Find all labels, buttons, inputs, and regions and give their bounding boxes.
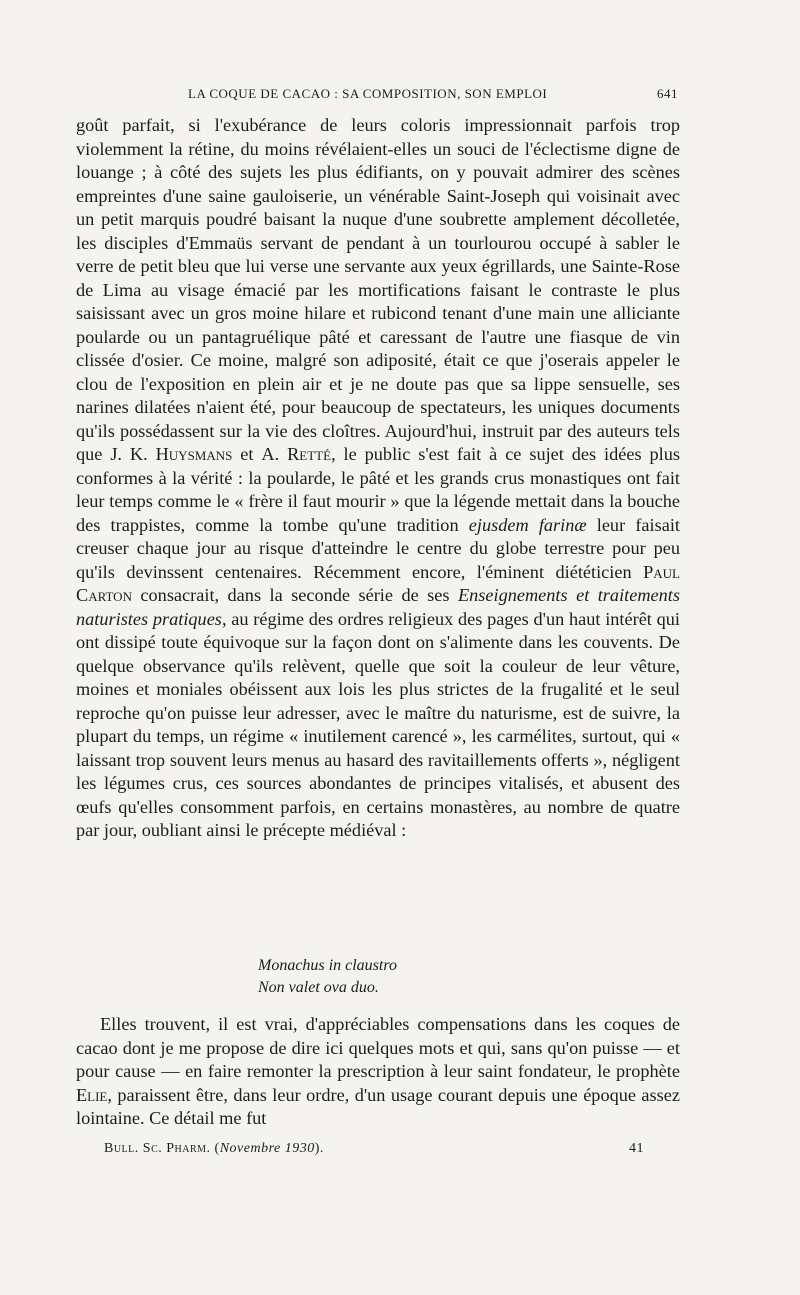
date-paren: ). xyxy=(314,1141,324,1156)
issue-date: Novembre 1930 xyxy=(219,1141,315,1156)
page-footer xyxy=(104,1141,644,1157)
latin-quote xyxy=(258,955,518,999)
book-title: Enseignements et traitements naturistes pratiques xyxy=(76,585,680,629)
body-paragraph-1 xyxy=(76,114,680,843)
text-run: , au régime des ordres religieux des pages d'un haut intérêt qui ont dissipé toute équivoque sur la façon dont on s'alimente dans les couvents. De quelque observance qu'ils relèvent, quelle que soit la couleur de leur vêture, moines et moniales obéissent aux lois les plus strictes de la frugalité et le seul reproche qu'on puisse leur adresser, avec le maître du naturisme, est de suivre, la plupart du temps, un régime « inutilement carencé », les carmélites, surtout, qui « laissant trop souvent leurs menus au hasard des ravitaillements offerts », négligent les légumes crus, ces sources abondantes de principes vitalisés, et abusent des œufs qu'elles consomment parfois, en certains monastères, au nombre de quatre par jour, oubliant ainsi le précepte médiéval : xyxy=(76,608,680,840)
page-number: 641 xyxy=(657,86,678,101)
text-run: goût parfait, si l'exubérance de leurs coloris impressionnait parfois trop violemment la rétine, du moins révélaient-elles un souci de l'éclectisme digne de louange ; à côté des sujets les plus édifiants, on y pouvait admirer des scènes empreintes d'une saine gauloiserie, un vénérable Saint-Joseph qui voisinait avec un petit marquis poudré baisant la nuque d'une soubrette amplement décolletée, les disciples d'Emmaüs servant de pendant à un tourlourou occupé à sabler le verre de petit bleu que lui verse une servante aux yeux égrillards, une Sainte-Rose de Lima au visage émacié par les mortifications faisant le contraste le plus saisissant avec un gros moine hilare et rubicond tenant d'une main une alliciante poularde ou un pantagruélique pâté et caressant de l'autre une fiasque de vin clissée d'osier. Ce moine, malgré son adiposité, était ce que j'oserais appeler le clou de l'exposition en plein air et je ne doute pas que sa lippe sensuelle, ses narines dilatées n'aient été, pour beaucoup de spectateurs, les uniques documents qu'ils possédassent sur la vie des cloîtres. Aujourd'hui, instruit par des auteurs tels que xyxy=(76,115,680,464)
signature-number: 41 xyxy=(629,1141,644,1156)
text-run: consacrait, dans la seconde série de ses xyxy=(131,585,458,605)
author-name: Paul Carton xyxy=(76,561,680,605)
text-run: et xyxy=(232,444,262,464)
text-run: Elles trouvent, il est vrai, d'appréciables compensations dans les coques de cacao dont je me propose de dire ici quelques mots et qui, sans qu'on puisse — et pour cause — en faire remonter la prescription à leur saint fondateur, le prophète xyxy=(76,1014,680,1081)
text-run: , paraissent être, dans leur ordre, d'un usage courant depuis une époque assez lointaine. Ce détail me fut xyxy=(76,1084,680,1128)
person-name: Elie xyxy=(76,1084,108,1105)
journal-name: Bull. Sc. Pharm. xyxy=(104,1141,211,1156)
author-name: A. Retté xyxy=(261,444,332,464)
quote-line: Non valet ova duo. xyxy=(258,979,379,996)
text-run: leur faisait creuser chaque jour au risque d'atteindre le centre du globe terrestre pour peu qu'ils devinssent centenaires. Récemment encore, l'éminent diététicien xyxy=(76,514,680,582)
body-paragraph-2 xyxy=(76,1013,680,1131)
author-name: J. K. Huysmans xyxy=(110,444,233,464)
quote-line: Monachus in claustro xyxy=(258,957,397,974)
date-paren: ( xyxy=(210,1141,220,1156)
text-run: , le public s'est fait à ce sujet des idées plus conformes à la vérité : la poularde, le pâté et les grands crus monastiques ont fait leur temps comme le « frère il faut mourir » que la légende mettait dans la bouche des trappistes, comme la tombe qu'une tradition xyxy=(76,444,681,535)
latin-phrase: ejusdem farinæ xyxy=(468,514,587,535)
running-title: LA COQUE DE CACAO : SA COMPOSITION, SON EMPLOI xyxy=(188,86,548,101)
